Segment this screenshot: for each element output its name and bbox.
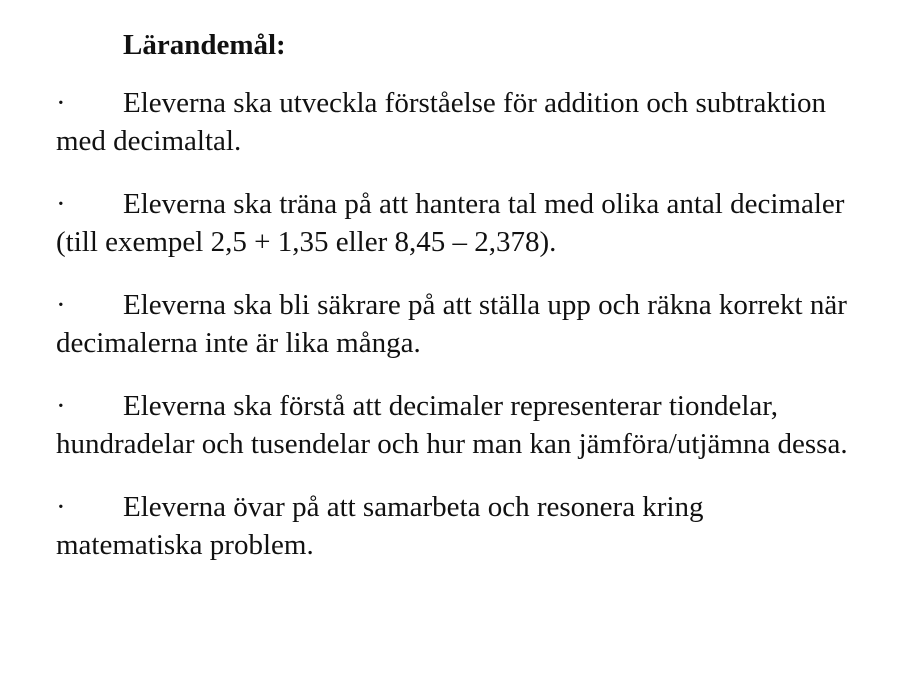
bullet-icon: ·: [56, 289, 66, 321]
list-item: [56, 286, 856, 362]
list-item: [56, 185, 856, 261]
bullet-icon: ·: [56, 87, 66, 119]
section-heading: Lärandemål:: [123, 29, 286, 61]
learning-goals-list: [56, 84, 856, 564]
bullet-icon: ·: [56, 188, 66, 220]
list-item: [56, 84, 856, 160]
list-item-text: Eleverna övar på att samarbeta och resonera kring matematiska problem.: [56, 491, 704, 561]
bullet-icon: ·: [56, 491, 66, 523]
list-item-text: Eleverna ska förstå att decimaler representerar tiondelar, hundradelar och tusendelar och hur man kan jämföra/utjämna dessa.: [56, 390, 848, 460]
list-item-text: Eleverna ska utveckla förståelse för addition och subtraktion med decimaltal.: [56, 87, 827, 157]
list-item: [56, 387, 856, 463]
list-item: [56, 488, 856, 564]
bullet-icon: ·: [56, 390, 66, 422]
list-item-text: Eleverna ska bli säkrare på att ställa upp och räkna korrekt när decimalerna inte är lika många.: [56, 289, 847, 359]
list-item-text: Eleverna ska träna på att hantera tal med olika antal decimaler (till exempel 2,5 + 1,35 eller 8,45 – 2,378).: [56, 188, 845, 258]
document-body: [56, 27, 856, 589]
